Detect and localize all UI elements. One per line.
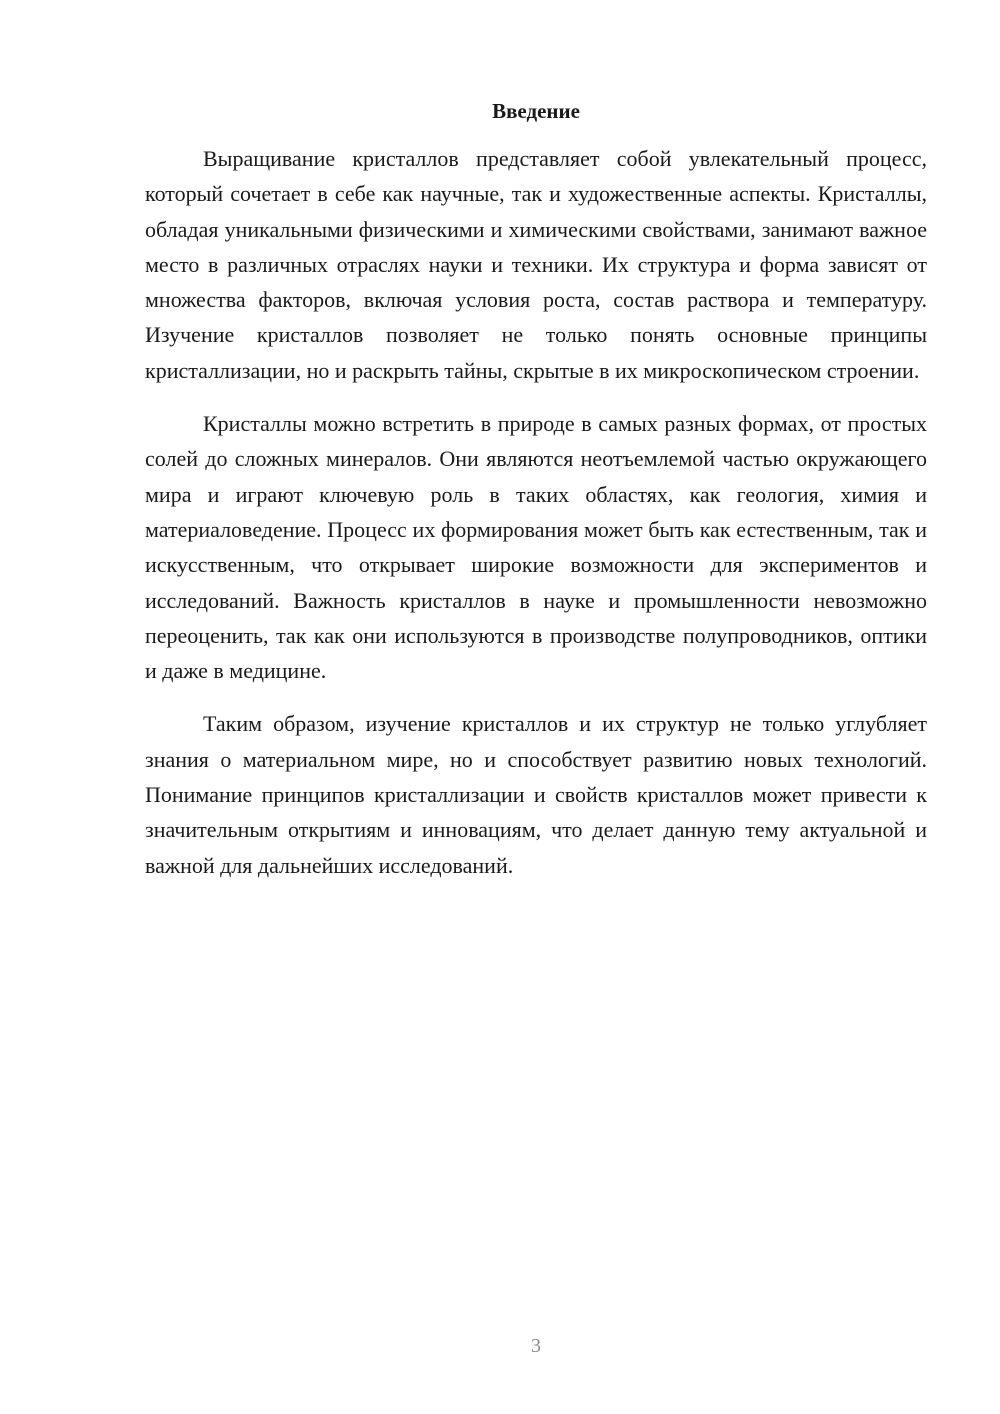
paragraph-intro: Выращивание кристаллов представляет собой увлекательный процесс, который сочетает в себе как научные, так и художественные аспекты. Кристаллы, обладая уникальными физическими и химическими свойствами, занимают важное место в различных отраслях науки и техники. Их структура и форма зависят от множества факторов, включая условия роста, состав раствора и температуру. Изучение кристаллов позволяет не только понять основные принципы кристаллизации, но и раскрыть тайны, скрытые в их микроскопическом строении. (145, 146, 927, 383)
paragraph-nature: Кристаллы можно встретить в природе в самых разных формах, от простых солей до сложных минералов. Они являются неотъемлемой частью окружающего мира и играют ключевую роль в таких областях, как геология, химия и материаловедение. Процесс их формирования может быть как естественным, так и искусственным, что открывает широкие возможности для экспериментов и исследований. Важность кристаллов в науке и промышленности невозможно переоценить, так как они используются в производстве полупроводников, оптики и даже в медицине. (145, 411, 927, 684)
paragraph-conclusion: Таким образом, изучение кристаллов и их структур не только углубляет знания о материальном мире, но и способствует развитию новых технологий. Понимание принципов кристаллизации и свойств кристаллов может привести к значительным открытиям и инновациям, что делает данную тему актуальной и важной для дальнейших исследований. (145, 711, 927, 878)
page-content (145, 95, 927, 883)
section-heading: Введение (492, 99, 580, 123)
page-number: 3 (531, 1335, 541, 1357)
